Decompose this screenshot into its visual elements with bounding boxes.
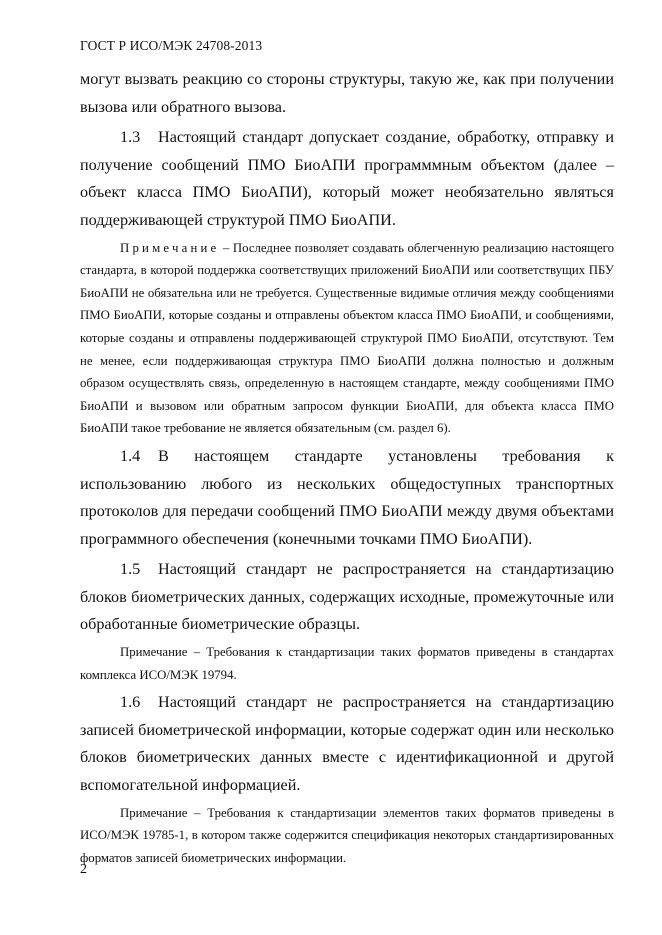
page-number: 2 [80, 862, 87, 877]
clause-number: 1.4 [120, 446, 141, 465]
note-3: Примечание – Требования к стандартизации элементов таких форматов приведены в ИСО/МЭК 19785-1, в котором также содержится спецификация некоторых стандартизированных форматов записей биометрических информации. [80, 805, 614, 865]
clause-number: 1.5 [120, 560, 141, 579]
clause-number: 1.3 [120, 128, 141, 147]
clause-text: Настоящий стандарт допускает создание, обработку, отправку и получение сообщений ПМО БиоАПИ программмным объектом (далее – объект класса ПМО БиоАПИ), который может необязательно являться поддерживающей структурой ПМО БиоАПИ. [80, 128, 614, 229]
note-label: Примечание [120, 240, 220, 255]
clause-1-3 [80, 124, 614, 234]
clause-1-6 [80, 689, 614, 799]
document-body [80, 66, 614, 869]
clause-1-4 [80, 443, 614, 553]
paragraph-continuation: могут вызвать реакцию со стороны структуры, такую же, как при получении вызова или обратного вызова. [80, 70, 614, 116]
note-1 [80, 237, 614, 440]
note-text: – Последнее позволяет создавать облегченную реализацию настоящего стандарта, в которой поддержка соответствущих приложений БиоАПИ или соответствущих ПБУ БиоАПИ не обязательна или не требуется. Существенные видимые отличия между сообщениями ПМО БиоАПИ, которые созданы и отправлены объектом класса ПМО БиоАПИ, и сообщениями, которые созданы и отправлены поддерживающей структурой ПМО БиоАПИ, отсутствуют. Тем не менее, если поддерживающая структура ПМО БиоАПИ должна полностью и должным образом осуществлять связь, определенную в настоящем стандарте, между сообщениями ПМО БиоАПИ и вызовом или обратным запросом функции БиоАПИ, для объекта класса ПМО БиоАПИ такое требование не является обязательным (см. раздел 6). [80, 240, 614, 436]
running-header: ГОСТ Р ИСО/МЭК 24708-2013 [80, 38, 263, 53]
clause-text: Настоящий стандарт не распространяется на стандартизацию записей биометрической информации, которые содержат один или несколько блоков биометрических данных вместе с идентификационной и другой вспомогательной информацией. [80, 693, 614, 795]
note-2: Примечание – Требования к стандартизации таких форматов приведены в стандартах комплекса ИСО/МЭК 19794. [80, 645, 614, 682]
clause-1-5 [80, 556, 614, 639]
clause-number: 1.6 [120, 693, 141, 712]
clause-text: В настоящем стандарте установлены требования к использованию любого из нескольких общедоступных транспортных протоколов для передачи сообщений ПМО БиоАПИ между двумя объектами программного обеспечения (конечными точками ПМО БиоАПИ). [80, 446, 614, 548]
clause-text: Настоящий стандарт не распространяется на стандартизацию блоков биометрических данных, содержащих исходные, промежуточные или обработанные биометрические образцы. [80, 560, 614, 634]
